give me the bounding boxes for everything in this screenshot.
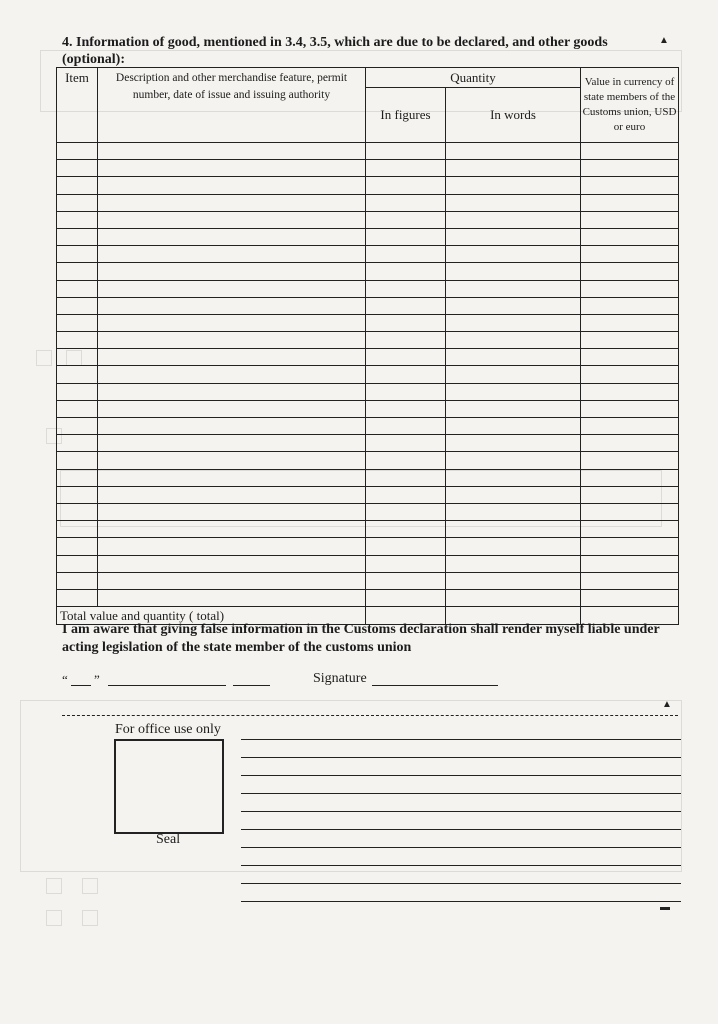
item-cell[interactable]: [57, 452, 98, 469]
value-cell[interactable]: [581, 177, 679, 194]
table-row: [57, 589, 679, 606]
header-item: Item: [57, 68, 98, 143]
value-cell[interactable]: [581, 538, 679, 555]
item-cell[interactable]: [57, 400, 98, 417]
header-in-figures: In figures: [366, 88, 446, 143]
words-cell[interactable]: [446, 332, 581, 349]
figures-cell[interactable]: [366, 349, 446, 366]
bleed-through-checkbox: [82, 878, 98, 894]
goods-table: [56, 67, 679, 625]
item-cell[interactable]: [57, 297, 98, 314]
bleed-through-checkbox: [46, 878, 62, 894]
figures-cell[interactable]: [366, 572, 446, 589]
item-cell[interactable]: [57, 366, 98, 383]
words-cell[interactable]: [446, 589, 581, 606]
table-row: [57, 349, 679, 366]
figures-cell[interactable]: [366, 228, 446, 245]
words-cell[interactable]: [446, 383, 581, 400]
description-cell[interactable]: [98, 211, 366, 228]
words-cell[interactable]: [446, 211, 581, 228]
description-cell[interactable]: [98, 538, 366, 555]
figures-cell[interactable]: [366, 314, 446, 331]
table-row: [57, 452, 679, 469]
description-cell[interactable]: [98, 383, 366, 400]
words-cell[interactable]: [446, 263, 581, 280]
figures-cell[interactable]: [366, 452, 446, 469]
figures-cell[interactable]: [366, 589, 446, 606]
header-quantity: Quantity: [366, 68, 581, 88]
description-cell[interactable]: [98, 572, 366, 589]
figures-cell[interactable]: [366, 383, 446, 400]
description-cell[interactable]: [98, 555, 366, 572]
description-cell[interactable]: [98, 469, 366, 486]
words-cell[interactable]: [446, 246, 581, 263]
value-cell[interactable]: [581, 383, 679, 400]
bleed-through-checkbox: [82, 910, 98, 926]
table-row: [57, 538, 679, 555]
header-value: Value in currency of state members of the Customs union, USD or euro: [581, 68, 679, 143]
table-row: [57, 435, 679, 452]
item-cell[interactable]: [57, 246, 98, 263]
figures-cell[interactable]: [366, 538, 446, 555]
table-row: [57, 263, 679, 280]
value-cell[interactable]: [581, 297, 679, 314]
date-day-field[interactable]: [71, 685, 91, 686]
description-cell[interactable]: [98, 332, 366, 349]
figures-cell[interactable]: [366, 521, 446, 538]
scan-speck: ▲: [662, 699, 672, 710]
item-cell[interactable]: [57, 332, 98, 349]
value-cell[interactable]: [581, 332, 679, 349]
words-cell[interactable]: [446, 469, 581, 486]
scan-speck: ▬: [660, 902, 670, 913]
value-cell[interactable]: [581, 486, 679, 503]
scan-speck: ▲: [659, 35, 669, 46]
value-cell[interactable]: [581, 194, 679, 211]
description-cell[interactable]: [98, 228, 366, 245]
cut-line: [62, 715, 678, 716]
table-row: [57, 469, 679, 486]
office-use-label: For office use only: [115, 722, 221, 737]
value-cell[interactable]: [581, 400, 679, 417]
table-row: [57, 177, 679, 194]
value-cell[interactable]: [581, 503, 679, 520]
figures-cell[interactable]: [366, 486, 446, 503]
item-cell[interactable]: [57, 521, 98, 538]
figures-cell[interactable]: [366, 366, 446, 383]
value-cell[interactable]: [581, 452, 679, 469]
table-row: [57, 297, 679, 314]
words-cell[interactable]: [446, 486, 581, 503]
words-cell[interactable]: [446, 435, 581, 452]
table-row: [57, 332, 679, 349]
item-cell[interactable]: [57, 314, 98, 331]
words-cell[interactable]: [446, 572, 581, 589]
figures-cell[interactable]: [366, 503, 446, 520]
table-row: [57, 366, 679, 383]
value-cell[interactable]: [581, 314, 679, 331]
item-cell[interactable]: [57, 538, 98, 555]
date-open-quote: “: [62, 672, 68, 687]
table-row: [57, 572, 679, 589]
header-in-words: In words: [446, 88, 581, 143]
section-title: 4. Information of good, mentioned in 3.4, 3.5, which are due to be declared, and other goods (optional):: [62, 35, 608, 67]
table-row: [57, 400, 679, 417]
office-line[interactable]: [241, 865, 681, 866]
words-cell[interactable]: [446, 297, 581, 314]
description-cell[interactable]: [98, 177, 366, 194]
description-cell[interactable]: [98, 143, 366, 160]
table-row: [57, 314, 679, 331]
value-cell[interactable]: [581, 555, 679, 572]
description-cell[interactable]: [98, 435, 366, 452]
value-cell[interactable]: [581, 469, 679, 486]
figures-cell[interactable]: [366, 177, 446, 194]
table-row: [57, 194, 679, 211]
table-header-row: [57, 68, 679, 88]
header-description: Description and other merchandise feature, permit number, date of issue and issuing authority: [98, 68, 366, 143]
description-cell[interactable]: [98, 194, 366, 211]
words-cell[interactable]: [446, 503, 581, 520]
figures-cell[interactable]: [366, 418, 446, 435]
item-cell[interactable]: [57, 555, 98, 572]
seal-label: Seal: [156, 832, 181, 847]
words-cell[interactable]: [446, 400, 581, 417]
value-cell[interactable]: [581, 143, 679, 160]
figures-cell[interactable]: [366, 469, 446, 486]
figures-cell[interactable]: [366, 400, 446, 417]
table-row: [57, 521, 679, 538]
item-cell[interactable]: [57, 572, 98, 589]
words-cell[interactable]: [446, 228, 581, 245]
words-cell[interactable]: [446, 194, 581, 211]
item-cell[interactable]: [57, 228, 98, 245]
item-cell[interactable]: [57, 211, 98, 228]
table-row: [57, 486, 679, 503]
table-row: [57, 555, 679, 572]
item-cell[interactable]: [57, 177, 98, 194]
description-cell[interactable]: [98, 400, 366, 417]
description-cell[interactable]: [98, 521, 366, 538]
date-close-quote: ”: [94, 672, 100, 687]
table-row: [57, 228, 679, 245]
value-cell[interactable]: [581, 263, 679, 280]
date-year-field[interactable]: [233, 685, 270, 686]
value-cell[interactable]: [581, 228, 679, 245]
figures-cell[interactable]: [366, 211, 446, 228]
office-line[interactable]: [241, 793, 681, 794]
description-cell[interactable]: [98, 314, 366, 331]
figures-cell[interactable]: [366, 555, 446, 572]
words-cell[interactable]: [446, 314, 581, 331]
item-cell[interactable]: [57, 503, 98, 520]
office-line[interactable]: [241, 739, 681, 740]
office-line[interactable]: [241, 901, 681, 902]
words-cell[interactable]: [446, 555, 581, 572]
figures-cell[interactable]: [366, 280, 446, 297]
words-cell[interactable]: [446, 280, 581, 297]
total-label: Total value and quantity ( total): [57, 607, 366, 625]
seal-box: [114, 739, 224, 834]
office-line[interactable]: [241, 829, 681, 830]
words-cell[interactable]: [446, 177, 581, 194]
office-line[interactable]: [241, 883, 681, 884]
description-cell[interactable]: [98, 246, 366, 263]
value-cell[interactable]: [581, 521, 679, 538]
item-cell[interactable]: [57, 469, 98, 486]
item-cell[interactable]: [57, 589, 98, 606]
bleed-through-checkbox: [36, 350, 52, 366]
description-cell[interactable]: [98, 160, 366, 177]
words-cell[interactable]: [446, 366, 581, 383]
figures-cell[interactable]: [366, 435, 446, 452]
item-cell[interactable]: [57, 418, 98, 435]
figures-cell[interactable]: [366, 332, 446, 349]
signature-field[interactable]: [372, 685, 498, 686]
description-cell[interactable]: [98, 418, 366, 435]
bleed-through-checkbox: [46, 910, 62, 926]
words-cell[interactable]: [446, 349, 581, 366]
figures-cell[interactable]: [366, 160, 446, 177]
item-cell[interactable]: [57, 383, 98, 400]
description-cell[interactable]: [98, 297, 366, 314]
office-line[interactable]: [241, 757, 681, 758]
figures-cell[interactable]: [366, 263, 446, 280]
figures-cell[interactable]: [366, 246, 446, 263]
figures-cell[interactable]: [366, 297, 446, 314]
words-cell[interactable]: [446, 418, 581, 435]
table-row: [57, 246, 679, 263]
table-row: [57, 160, 679, 177]
value-cell[interactable]: [581, 280, 679, 297]
value-cell[interactable]: [581, 160, 679, 177]
description-cell[interactable]: [98, 452, 366, 469]
date-month-field[interactable]: [108, 685, 226, 686]
description-cell[interactable]: [98, 503, 366, 520]
words-cell[interactable]: [446, 452, 581, 469]
signature-label: Signature: [313, 671, 367, 686]
description-cell[interactable]: [98, 280, 366, 297]
office-line[interactable]: [241, 775, 681, 776]
value-cell[interactable]: [581, 211, 679, 228]
office-line[interactable]: [241, 811, 681, 812]
description-cell[interactable]: [98, 366, 366, 383]
table-row: [57, 211, 679, 228]
description-cell[interactable]: [98, 263, 366, 280]
table-row: [57, 503, 679, 520]
description-cell[interactable]: [98, 349, 366, 366]
goods-table-body: [57, 143, 679, 625]
value-cell[interactable]: [581, 246, 679, 263]
table-row: [57, 383, 679, 400]
value-cell[interactable]: [581, 349, 679, 366]
words-cell[interactable]: [446, 521, 581, 538]
value-cell[interactable]: [581, 366, 679, 383]
words-cell[interactable]: [446, 143, 581, 160]
words-cell[interactable]: [446, 160, 581, 177]
value-cell[interactable]: [581, 572, 679, 589]
words-cell[interactable]: [446, 538, 581, 555]
office-line[interactable]: [241, 847, 681, 848]
item-cell[interactable]: [57, 280, 98, 297]
item-cell[interactable]: [57, 194, 98, 211]
table-row: [57, 418, 679, 435]
item-cell[interactable]: [57, 263, 98, 280]
value-cell[interactable]: [581, 418, 679, 435]
figures-cell[interactable]: [366, 143, 446, 160]
description-cell[interactable]: [98, 589, 366, 606]
item-cell[interactable]: [57, 160, 98, 177]
value-cell[interactable]: [581, 589, 679, 606]
declaration-statement: I am aware that giving false information in the Customs declaration shall render myself liable under acting legislation of the state member of the customs union: [62, 622, 660, 655]
figures-cell[interactable]: [366, 194, 446, 211]
description-cell[interactable]: [98, 486, 366, 503]
item-cell[interactable]: [57, 349, 98, 366]
item-cell[interactable]: [57, 143, 98, 160]
item-cell[interactable]: [57, 435, 98, 452]
table-row: [57, 143, 679, 160]
table-row: [57, 280, 679, 297]
item-cell[interactable]: [57, 486, 98, 503]
value-cell[interactable]: [581, 435, 679, 452]
